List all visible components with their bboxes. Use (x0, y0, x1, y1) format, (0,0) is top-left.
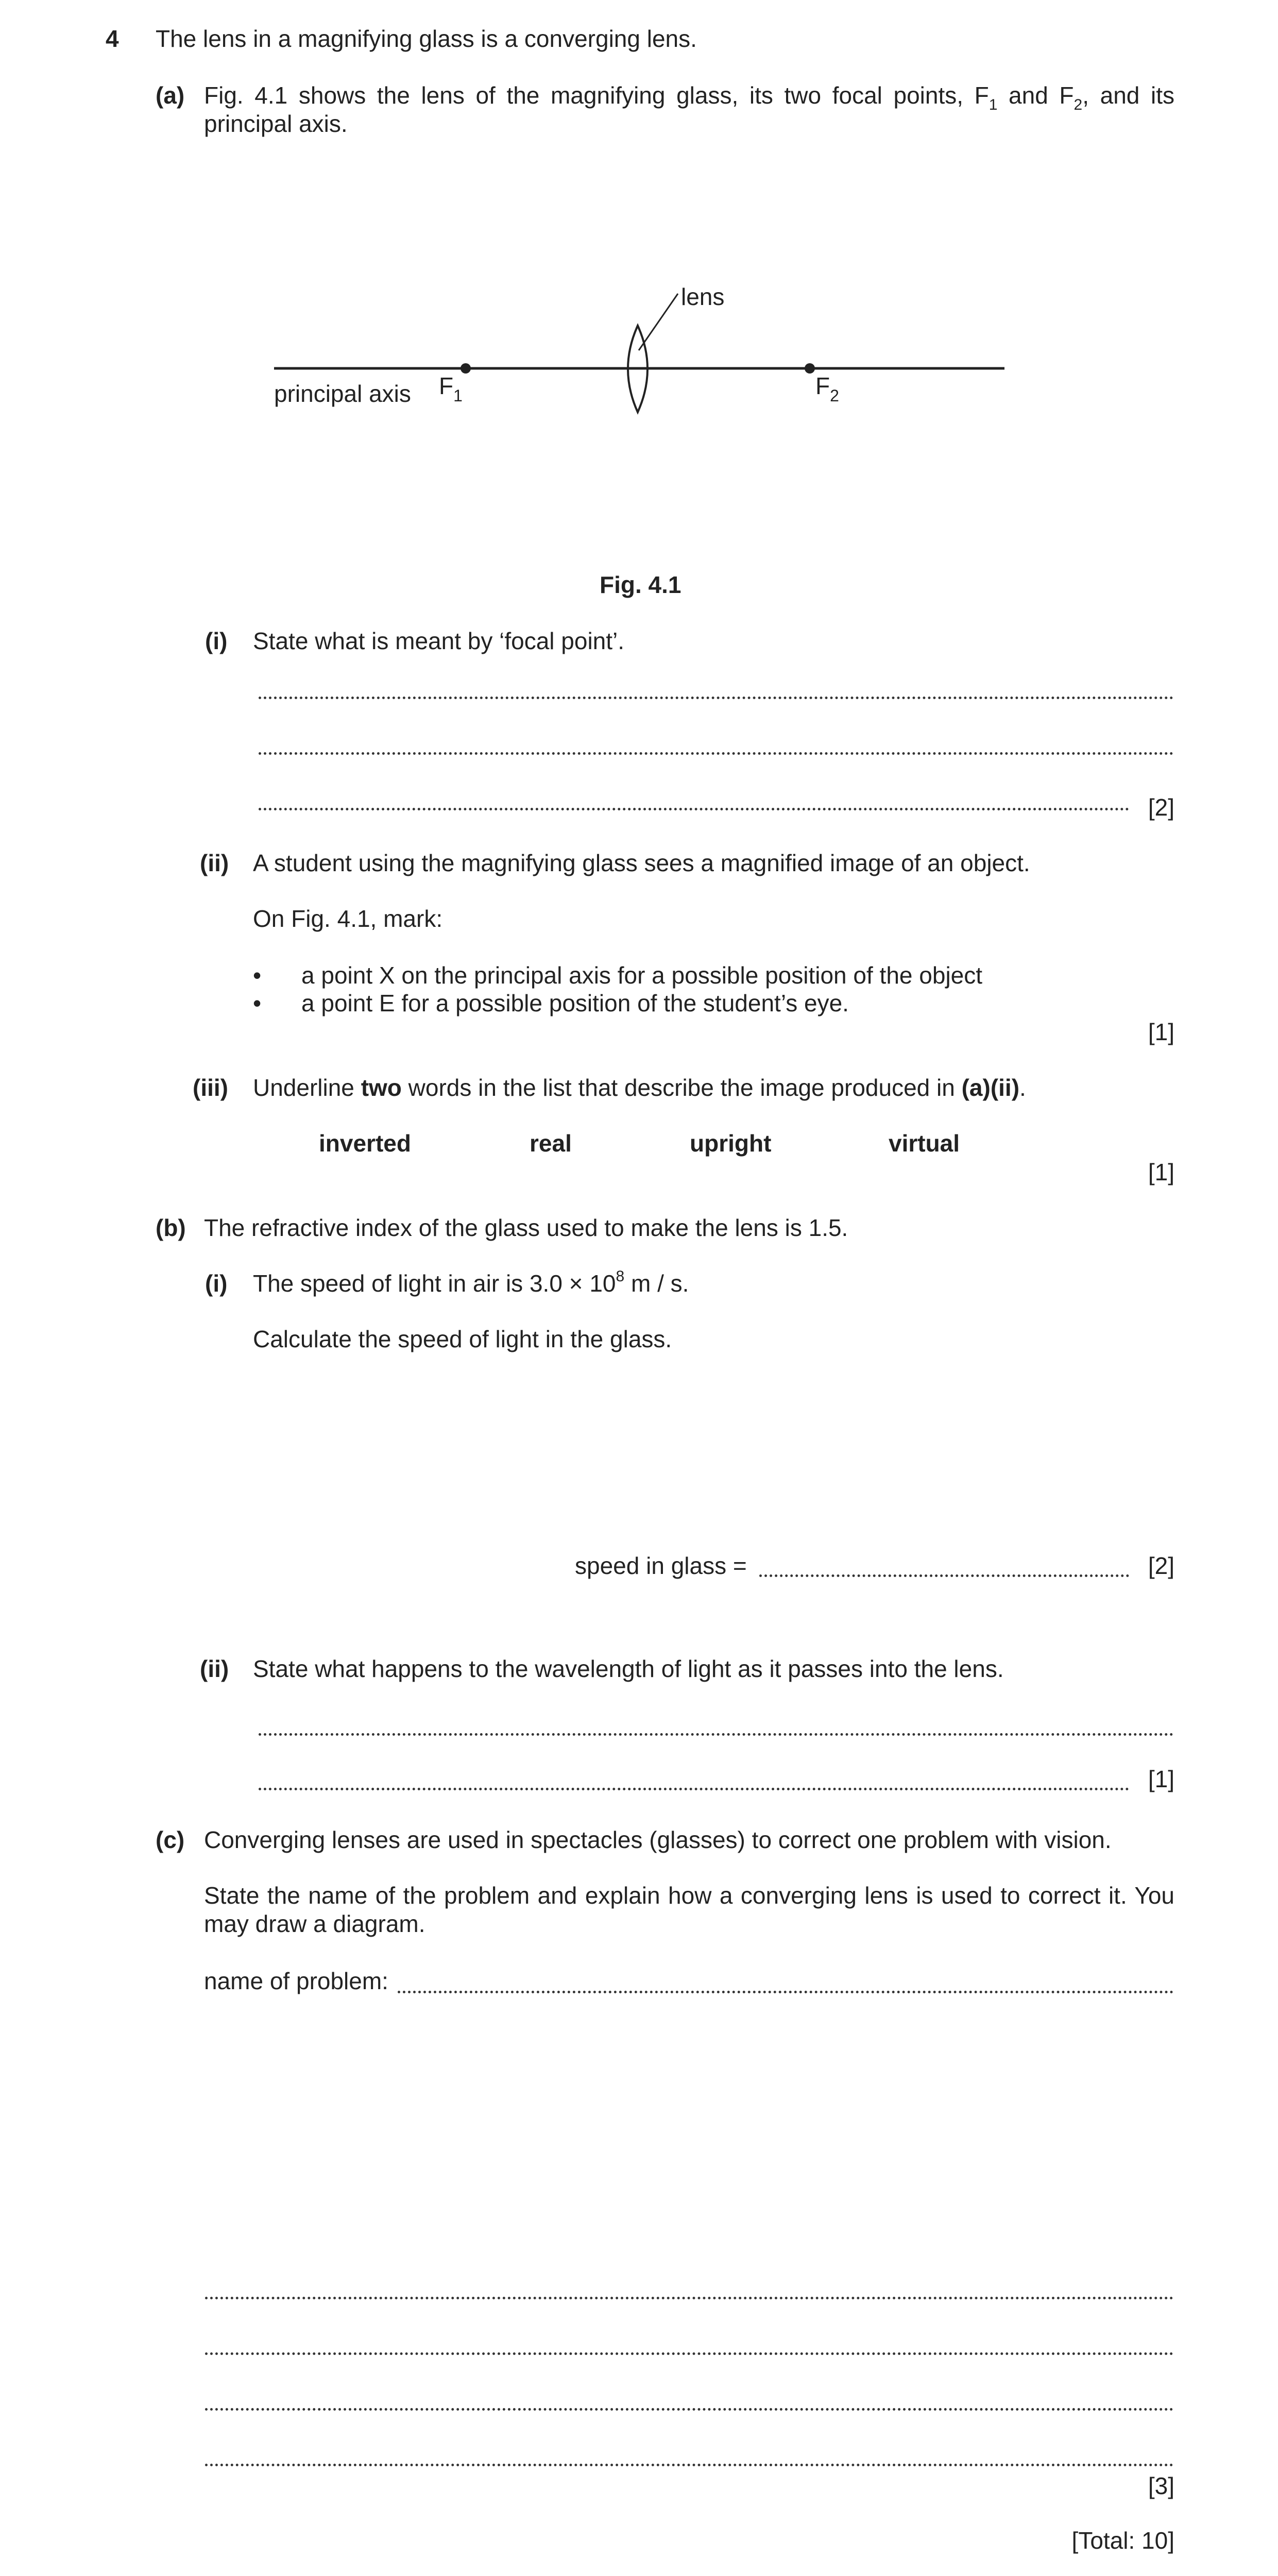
lens-label: lens (681, 283, 725, 310)
part-a-ii-bullet-2: a point E for a possible position of the student’s eye. (301, 990, 849, 1016)
f2-label: $F_2$ (815, 372, 839, 405)
part-b-i-statement: The speed of light in air is $3.0 \times 10^8$ m / s. (253, 1268, 689, 1297)
question-intro: The lens in a magnifying glass is a converging lens. (156, 25, 697, 52)
part-a-iii-label: (iii) (193, 1074, 228, 1101)
part-c-instruction: State the name of the problem and explain how a converging lens is used to correct it. You may draw a diagram. (204, 1882, 1174, 1938)
marks-c: [3] (1148, 2472, 1174, 2499)
lens-label-pointer (639, 294, 678, 350)
bullet-symbol: • (253, 990, 262, 1016)
principal-axis-label: principal axis (274, 380, 411, 407)
answer-line-a-i-3[interactable] (259, 808, 1129, 810)
part-a-iii-question: Underline two words in the list that describe the image produced in (a)(ii). (253, 1074, 1026, 1101)
part-a-text: Fig. 4.1 shows the lens of the magnifying glass, its two focal points, $F_1$ and $F_2$, and its principal axis. (204, 82, 1174, 138)
focal-point-f2-dot (805, 363, 815, 374)
word-option-virtual[interactable]: virtual (889, 1130, 960, 1157)
bullet-symbol: • (253, 962, 262, 989)
part-b-intro: The refractive index of the glass used to make the lens is 1.5. (204, 1214, 848, 1241)
name-of-problem-label: name of problem: (204, 1968, 388, 1994)
marks-a-ii: [1] (1148, 1019, 1174, 1045)
word-option-upright[interactable]: upright (690, 1130, 772, 1157)
name-of-problem-answer-line[interactable] (398, 1991, 1173, 1993)
part-b-ii-question: State what happens to the wavelength of light as it passes into the lens. (253, 1655, 1004, 1682)
speed-in-glass-answer-line[interactable] (759, 1574, 1129, 1577)
word-option-real[interactable]: real (530, 1130, 572, 1157)
part-b-i-question: Calculate the speed of light in the glass. (253, 1326, 672, 1352)
f1-label: $F_1$ (439, 372, 463, 405)
figure-4-1 (0, 0, 1278, 464)
part-b-i-label: (i) (205, 1270, 228, 1297)
part-a-ii-label: (ii) (200, 850, 229, 876)
answer-line-c-3[interactable] (205, 2408, 1173, 2411)
total-marks: [Total: 10] (1071, 2527, 1174, 2554)
part-a-i-label: (i) (205, 628, 228, 654)
part-a-ii-question: A student using the magnifying glass sees a magnified image of an object. (253, 850, 1030, 876)
answer-line-c-1[interactable] (205, 2297, 1173, 2299)
part-a-label: (a) (156, 82, 185, 109)
part-a-ii-bullet-1: a point X on the principal axis for a possible position of the object (301, 962, 983, 989)
part-b-label: (b) (156, 1214, 186, 1241)
question-number: 4 (106, 25, 119, 52)
part-c-intro: Converging lenses are used in spectacles (glasses) to correct one problem with vision. (204, 1826, 1112, 1853)
part-b-ii-label: (ii) (200, 1655, 229, 1682)
answer-line-b-ii-2[interactable] (259, 1788, 1129, 1790)
answer-line-c-4[interactable] (205, 2464, 1173, 2466)
marks-b-ii: [1] (1148, 1766, 1174, 1792)
part-c-label: (c) (156, 1826, 185, 1853)
answer-line-a-i-1[interactable] (259, 697, 1173, 699)
focal-point-f1-dot (461, 363, 471, 374)
answer-line-a-i-2[interactable] (259, 752, 1173, 755)
speed-in-glass-label: speed in glass = (575, 1552, 747, 1579)
marks-b-i: [2] (1148, 1552, 1174, 1579)
part-a-i-question: State what is meant by ‘focal point’. (253, 628, 625, 654)
figure-caption: Fig. 4.1 (600, 571, 681, 598)
marks-a-iii: [1] (1148, 1159, 1174, 1185)
word-option-inverted[interactable]: inverted (319, 1130, 411, 1157)
marks-a-i: [2] (1148, 794, 1174, 821)
answer-line-c-2[interactable] (205, 2352, 1173, 2355)
part-a-ii-instruction: On Fig. 4.1, mark: (253, 905, 443, 932)
answer-line-b-ii-1[interactable] (259, 1733, 1173, 1736)
